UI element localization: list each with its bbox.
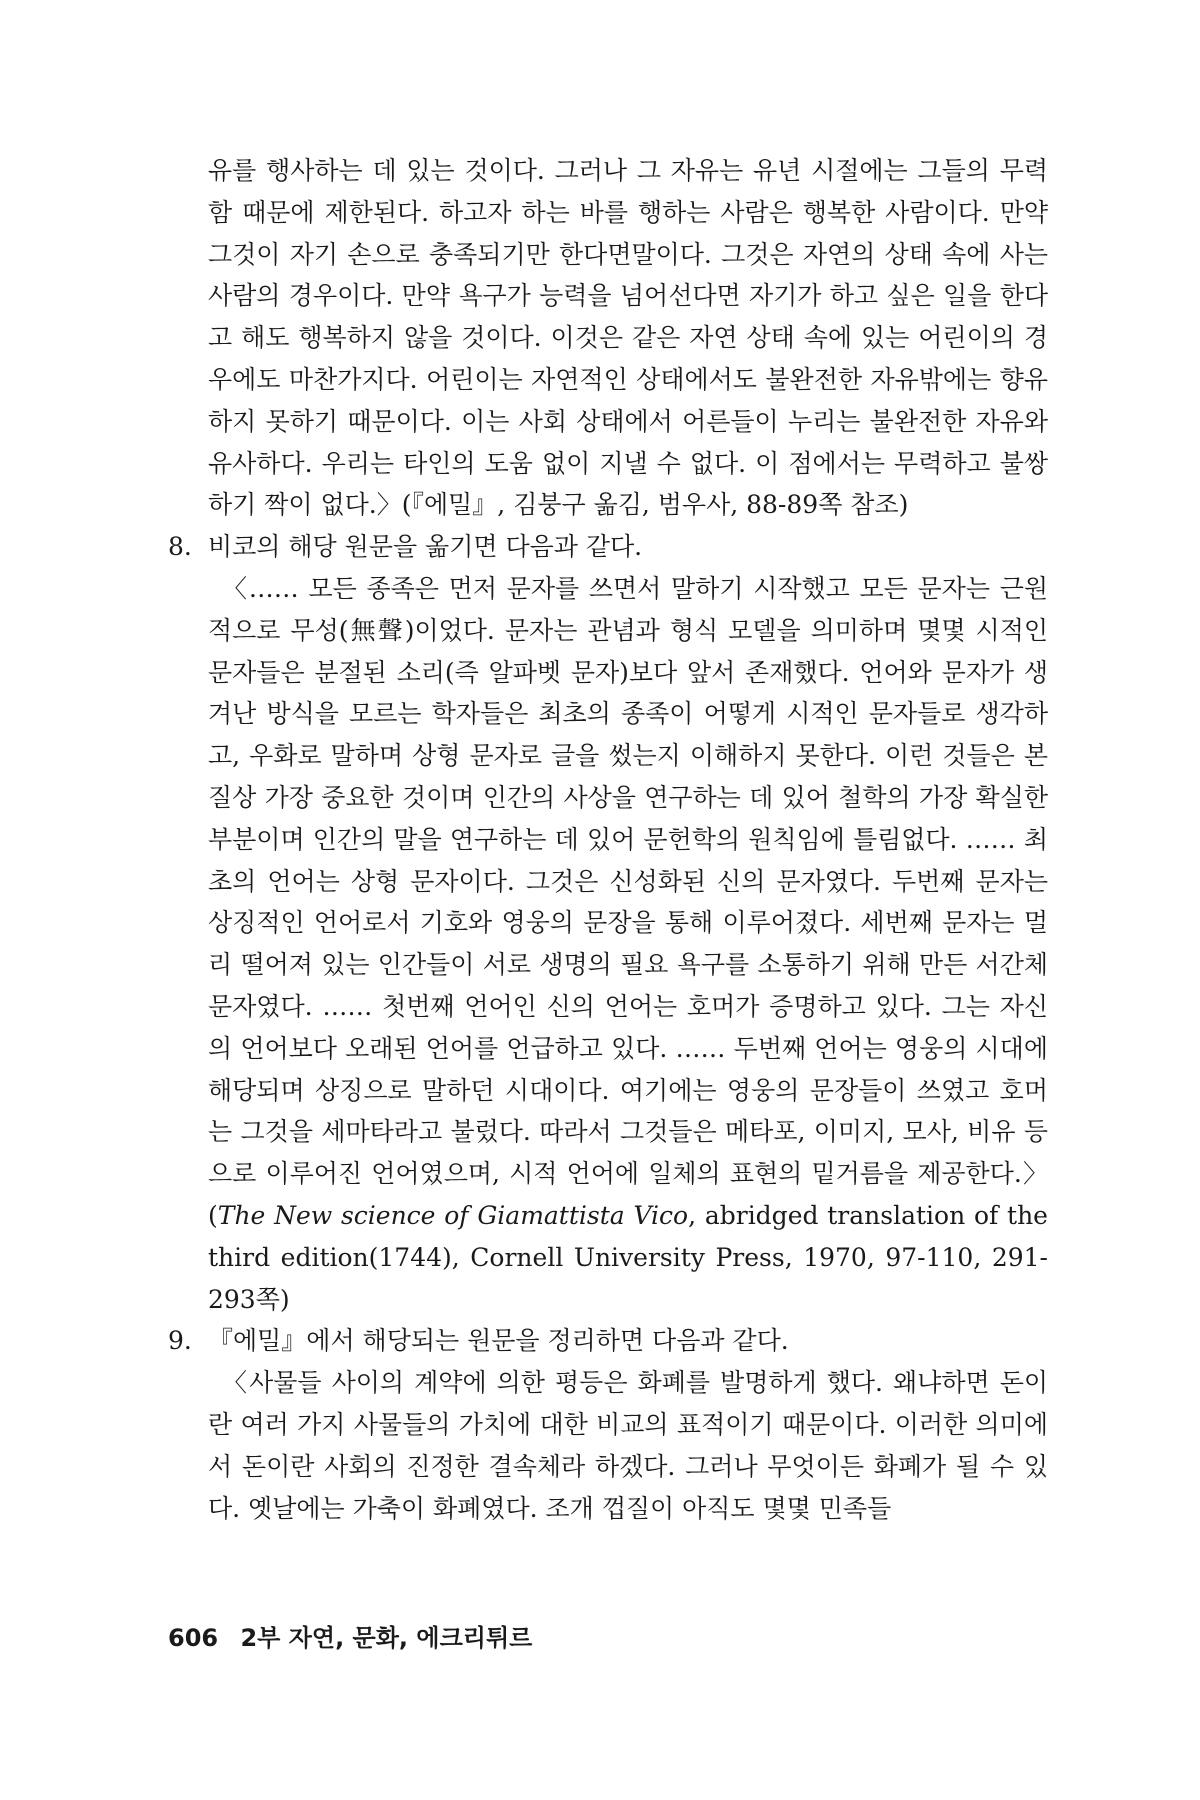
note-8-citation: , abridged translation of the third edition(1744), Cornell University Press, 1970, 97-110, 291-293쪽) bbox=[208, 1200, 1048, 1314]
note-9-number: 9. bbox=[168, 1326, 192, 1356]
note-9-intro bbox=[168, 1320, 1048, 1362]
note-8-number: 8. bbox=[168, 532, 192, 562]
running-head: 2부 자연, 문화, 에크리튀르 bbox=[240, 1624, 533, 1652]
note-8-intro bbox=[168, 526, 1048, 568]
note-9-quote: 〈사물들 사이의 계약에 의한 평등은 화폐를 발명하게 했다. 왜냐하면 돈이란 여러 가지 사물들의 가치에 대한 비교의 표적이기 때문이다. 이러한 의미에서 돈이란 사회의 진정한 결속체라 하겠다. 그러나 무엇이든 화폐가 될 수 있다. 옛날에는 가축이 화폐였다. 조개 껍질이 아직도 몇몇 민족들 bbox=[208, 1368, 1048, 1523]
note-8-book-title: The New science of Giamattista Vico bbox=[217, 1200, 689, 1230]
page-footer bbox=[168, 1618, 532, 1653]
note-8-quote-text: 〈…… 모든 종족은 먼저 문자를 쓰면서 말하기 시작했고 모든 문자는 근원적으로 무성(無聲)이었다. 문자는 관념과 형식 모델을 의미하며 몇몇 시적인 문자들은 분절된 소리(즉 알파벳 문자)보다 앞서 존재했다. 언어와 문자가 생겨난 방식을 모르는 학자들은 최초의 종족이 어떻게 시적인 문자들로 생각하고, 우화로 말하며 상형 문자로 글을 썼는지 이해하지 못한다. 이런 것들은 본질상 가장 중요한 것이며 인간의 사상을 연구하는 데 있어 철학의 가장 확실한 부분이며 인간의 말을 연구하는 데 있어 문헌학의 원칙임에 틀림없다. …… 최초의 언어는 상형 문자이다. 그것은 신성화된 신의 문자였다. 두번째 문자는 상징적인 언어로서 기호와 영웅의 문장을 통해 이루어졌다. 세번째 문자는 멀리 떨어져 있는 인간들이 서로 생명의 필요 욕구를 소통하기 위해 만든 서간체 문자였다. …… 첫번째 언어인 신의 언어는 호머가 증명하고 있다. 그는 자신의 언어보다 오래된 언어를 언급하고 있다. …… 두번째 언어는 영웅의 시대에 해당되며 상징으로 말하던 시대이다. 여기에는 영웅의 문장들이 쓰였고 호머는 그것을 세마타라고 불렀다. 따라서 그것들은 메타포, 이미지, 모사, 비유 등으로 이루어진 언어였으며, 시적 언어에 일체의 표현의 밑거름을 제공한다.〉( bbox=[208, 573, 1048, 1230]
note-9-intro-text: 『에밀』에서 해당되는 원문을 정리하면 다음과 같다. bbox=[208, 1326, 789, 1356]
note-7-continuation: 유를 행사하는 데 있는 것이다. 그러나 그 자유는 유년 시절에는 그들의 무력함 때문에 제한된다. 하고자 하는 바를 행하는 사람은 행복한 사람이다. 만약 그것이 자기 손으로 충족되기만 한다면말이다. 그것은 자연의 상태 속에 사는 사람의 경우이다. 만약 욕구가 능력을 넘어선다면 자기가 하고 싶은 일을 한다고 해도 행복하지 않을 것이다. 이것은 같은 자연 상태 속에 있는 어린이의 경우에도 마찬가지다. 어린이는 자연적인 상태에서도 불완전한 자유밖에는 향유하지 못하기 때문이다. 이는 사회 상태에서 어른들이 누리는 불완전한 자유와 유사하다. 우리는 타인의 도움 없이 지낼 수 없다. 이 점에서는 무력하고 불쌍하기 짝이 없다.〉(『에밀』, 김붕구 옮김, 범우사, 88-89쪽 참조) bbox=[208, 156, 1048, 520]
notes-body bbox=[168, 150, 1048, 1529]
note-8-quote bbox=[168, 568, 1048, 1320]
note-8-intro-text: 비코의 해당 원문을 옮기면 다음과 같다. bbox=[208, 532, 643, 562]
page-number: 606 bbox=[168, 1624, 219, 1652]
